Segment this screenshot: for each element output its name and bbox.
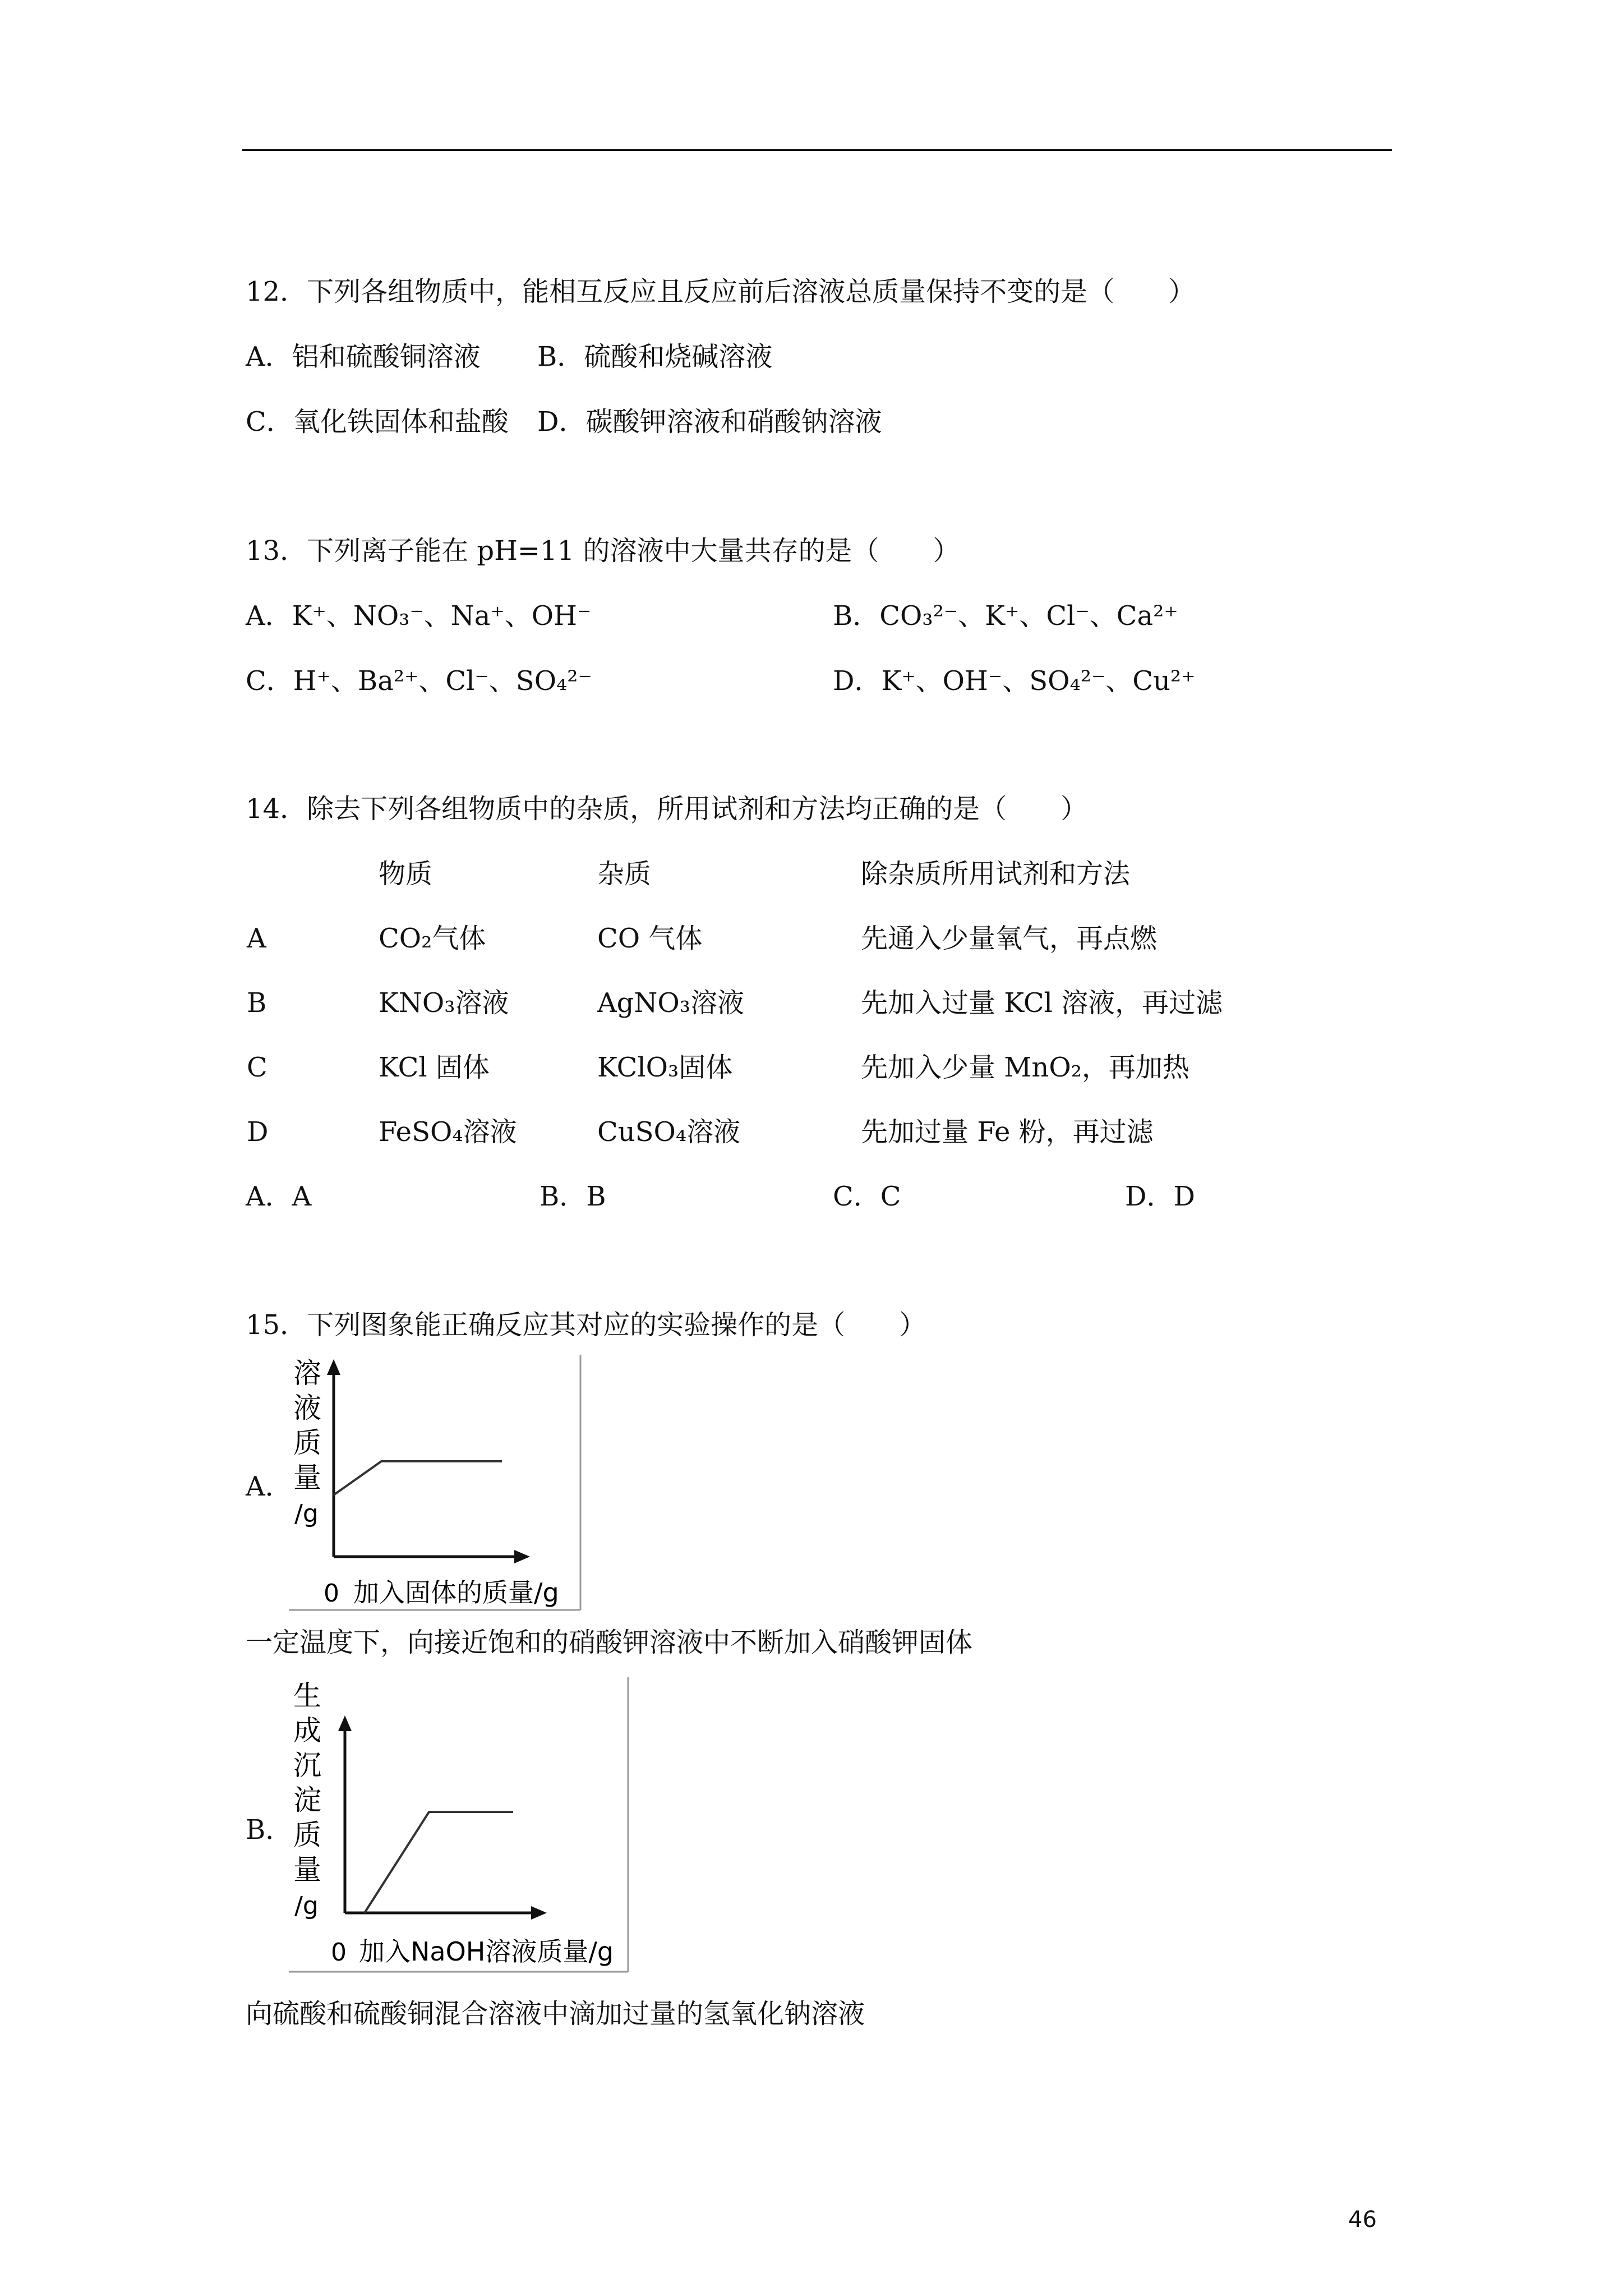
graph-a xyxy=(289,1355,586,1615)
graph-b xyxy=(289,1677,631,1977)
q13-option-d: D．K⁺、OH⁻、SO₄²⁻、Cu²⁺ xyxy=(833,665,1196,697)
graph-b-ylabel-5: 质 xyxy=(293,1819,321,1851)
q14-stem: 14．除去下列各组物质中的杂质，所用试剂和方法均正确的是（ ） xyxy=(246,793,1088,825)
graph-a-ylabel-1: 溶 xyxy=(293,1357,321,1389)
graph-b-ylabel-unit: /g xyxy=(294,1892,319,1920)
graph-b-ylabel-2: 成 xyxy=(293,1714,321,1747)
q12-option-a: A．铝和硫酸铜溶液 xyxy=(246,341,481,372)
q14-row-a-method: 先通入少量氧气，再点燃 xyxy=(861,923,1158,954)
graph-b-ylabel-3: 沉 xyxy=(293,1749,321,1782)
graph-b-curve xyxy=(365,1812,513,1913)
q12-option-c: C．氧化铁固体和盐酸 xyxy=(246,406,509,438)
graph-b-xlabel: 加入NaOH溶液质量/g xyxy=(359,1936,614,1967)
graph-a-x-arrow-icon xyxy=(514,1550,530,1563)
graph-a-xlabel: 加入固体的质量/g xyxy=(353,1577,559,1608)
q14-row-c-method: 先加入少量 MnO₂，再加热 xyxy=(861,1052,1189,1083)
graph-b-ylabel-4: 淀 xyxy=(293,1784,321,1816)
q14-option-b: B．B xyxy=(540,1181,606,1212)
q15-option-b-caption: 向硫酸和硫酸铜混合溶液中滴加过量的氢氧化钠溶液 xyxy=(246,1998,865,2030)
q12-option-d: D．碳酸钾溶液和硝酸钠溶液 xyxy=(537,406,882,438)
page-number: 46 xyxy=(1348,2207,1377,2233)
graph-b-origin: 0 xyxy=(331,1938,347,1967)
graph-a-origin: 0 xyxy=(324,1579,339,1608)
graph-b-ylabel-1: 生 xyxy=(293,1680,321,1712)
q14-row-a-impurity: CO 气体 xyxy=(597,923,703,954)
q14-row-b-substance: KNO₃溶液 xyxy=(379,987,509,1019)
graph-a-curve xyxy=(334,1461,502,1495)
graph-a-ylabel-3: 质 xyxy=(293,1427,321,1459)
q13-option-b: B．CO₃²⁻、K⁺、Cl⁻、Ca²⁺ xyxy=(833,600,1178,632)
q14-row-a-substance: CO₂气体 xyxy=(379,923,486,954)
q14-option-d: D．D xyxy=(1125,1181,1195,1212)
q15-option-b-label: B． xyxy=(246,1814,293,1846)
graph-a-ylabel-2: 液 xyxy=(293,1392,321,1424)
q13-stem: 13．下列离子能在 pH=11 的溶液中大量共存的是（ ） xyxy=(246,535,960,567)
q14-row-d-impurity: CuSO₄溶液 xyxy=(597,1116,741,1148)
graph-a-y-arrow-icon xyxy=(327,1359,340,1375)
q14-row-b-method: 先加入过量 KCl 溶液，再过滤 xyxy=(861,987,1223,1019)
q14-row-d-substance: FeSO₄溶液 xyxy=(379,1116,517,1148)
q13-option-a: A．K⁺、NO₃⁻、Na⁺、OH⁻ xyxy=(246,600,592,632)
q13-option-c: C．H⁺、Ba²⁺、Cl⁻、SO₄²⁻ xyxy=(246,665,592,697)
q12-stem: 12．下列各组物质中，能相互反应且反应前后溶液总质量保持不变的是（ ） xyxy=(246,276,1196,307)
graph-b-ylabel-6: 量 xyxy=(293,1853,321,1886)
q14-header-method: 除杂质所用试剂和方法 xyxy=(861,858,1131,890)
q15-option-a-label: A． xyxy=(246,1471,292,1502)
q14-row-d-label: D xyxy=(247,1116,269,1148)
header-rule xyxy=(242,149,1392,151)
q14-header-substance: 物质 xyxy=(379,858,433,890)
q15-option-a-caption: 一定温度下，向接近饱和的硝酸钾溶液中不断加入硝酸钾固体 xyxy=(246,1627,973,1658)
q15-stem: 15．下列图象能正确反应其对应的实验操作的是（ ） xyxy=(246,1309,926,1341)
q14-row-a-label: A xyxy=(247,923,266,954)
q14-option-c: C．C xyxy=(833,1181,901,1212)
q14-row-b-impurity: AgNO₃溶液 xyxy=(597,987,744,1019)
graph-a-ylabel-4: 量 xyxy=(293,1461,321,1494)
q14-row-c-label: C xyxy=(247,1052,268,1083)
q12-option-b: B．硫酸和烧碱溶液 xyxy=(537,341,773,372)
q14-row-c-substance: KCl 固体 xyxy=(379,1052,490,1083)
graph-a-ylabel-unit: /g xyxy=(294,1499,319,1528)
graph-b-y-arrow-icon xyxy=(338,1715,352,1731)
q14-row-c-impurity: KClO₃固体 xyxy=(597,1052,733,1083)
graph-b-x-arrow-icon xyxy=(531,1906,547,1920)
q14-row-b-label: B xyxy=(247,987,267,1019)
q14-option-a: A．A xyxy=(246,1181,312,1212)
q14-row-d-method: 先加过量 Fe 粉，再过滤 xyxy=(861,1116,1154,1148)
q14-header-impurity: 杂质 xyxy=(597,858,652,890)
